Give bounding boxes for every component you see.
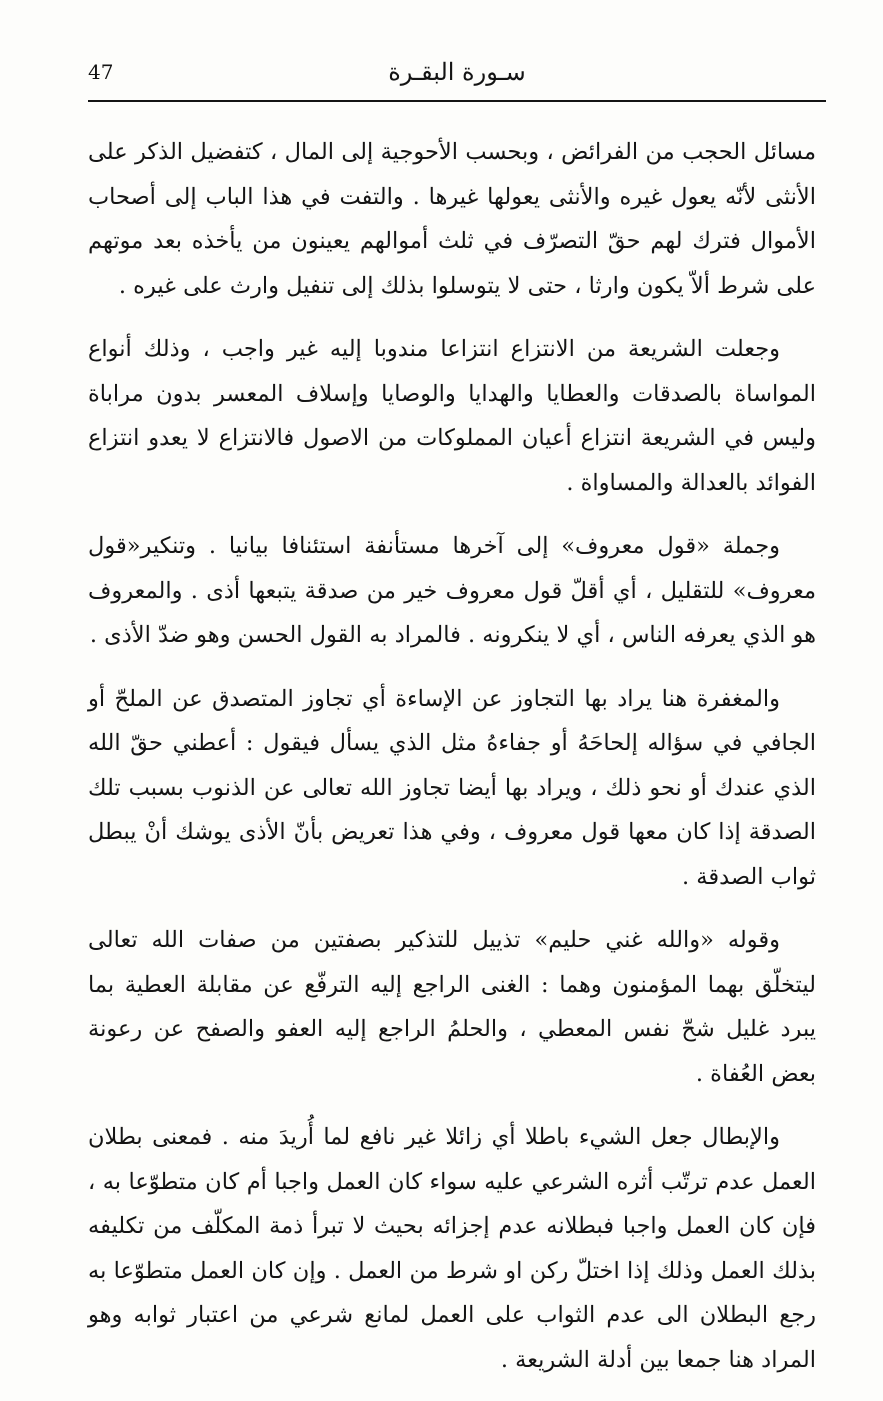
paragraph-3: وجملة «قول معروف» إلى آخرها مستأنفة استئنافا بيانيا . وتنكير«قول معروف» للتقليل ، أي أقلّ قول معروف خير من صدقة يتبعها أذى . والمعروف هو الذي يعرفه الناس ، أي لا ينكرونه . فالمراد به القول الحسن وهو ضدّ الأذى . bbox=[88, 533, 816, 648]
paragraph-4: والمغفرة هنا يراد بها التجاوز عن الإساءة أي تجاوز المتصدق عن الملحّ أو الجافي في سؤاله إلحاحَهُ أو جفاءهُ مثل الذي يسأل فيقول : أعطني حقّ الله الذي عندك أو نحو ذلك ، ويراد بها أيضا تجاوز الله تعالى عن الذنوب بسبب تلك الصدقة إذا كان معها قول معروف ، وفي هذا تعريض بأنّ الأذى يوشك أنْ يبطل ثواب الصدقة . bbox=[88, 685, 816, 890]
body-text bbox=[88, 130, 816, 1401]
paragraph-6: والإبطال جعل الشيء باطلا أي زائلا غير نافع لما أُريدَ منه . فمعنى بطلان العمل عدم ترتّب أثره الشرعي عليه سواء كان العمل واجبا أم كان متطوّعا به ، فإن كان العمل واجبا فبطلانه عدم إجزائه بحيث لا تبرأ ذمة المكلّف من تكليفه بذلك العمل وذلك إذا اختلّ ركن او شرط من العمل . وإن كان العمل متطوّعا به رجع البطلان الى عدم الثواب على العمل لمانع شرعي من اعتبار ثوابه وهو المراد هنا جمعا بين أدلة الشريعة . bbox=[88, 1124, 816, 1373]
page-header bbox=[88, 54, 826, 98]
running-title: سـورة البقـرة bbox=[388, 58, 526, 86]
paragraph-2: وجعلت الشريعة من الانتزاع انتزاعا مندوبا إليه غير واجب ، وذلك أنواع المواساة بالصدقات والعطايا والهدايا والوصايا وإسلاف المعسر بدون مراباة وليس في الشريعة انتزاع أعيان المملوكات من الاصول فالانتزاع لا يعدو انتزاع الفوائد بالعدالة والمساواة . bbox=[88, 336, 816, 496]
paragraph-1: مسائل الحجب من الفرائض ، وبحسب الأحوجية إلى المال ، كتفضيل الذكر على الأنثى لأنّه يعول غيره والأنثى يعولها غيرها . والتفت في هذا الباب إلى أصحاب الأموال فترك لهم حقّ التصرّف في ثلث أموالهم يعينون من يأخذه بعد موتهم على شرط ألاّ يكون وارثا ، حتى لا يتوسلوا بذلك إلى تنفيل وارث على غيره . bbox=[88, 139, 816, 299]
paragraph-5: وقوله «والله غني حليم» تذييل للتذكير بصفتين من صفات الله تعالى ليتخلّق بهما المؤمنون وهما : الغنى الراجع إليه الترفّع عن مقابلة العطية بما يبرد غليل شحّ نفس المعطي ، والحلمُ الراجع إليه العفو والصفح عن رعونة بعض العُفاة . bbox=[88, 927, 816, 1087]
page-number: 47 bbox=[88, 60, 114, 84]
header-rule bbox=[88, 100, 826, 102]
